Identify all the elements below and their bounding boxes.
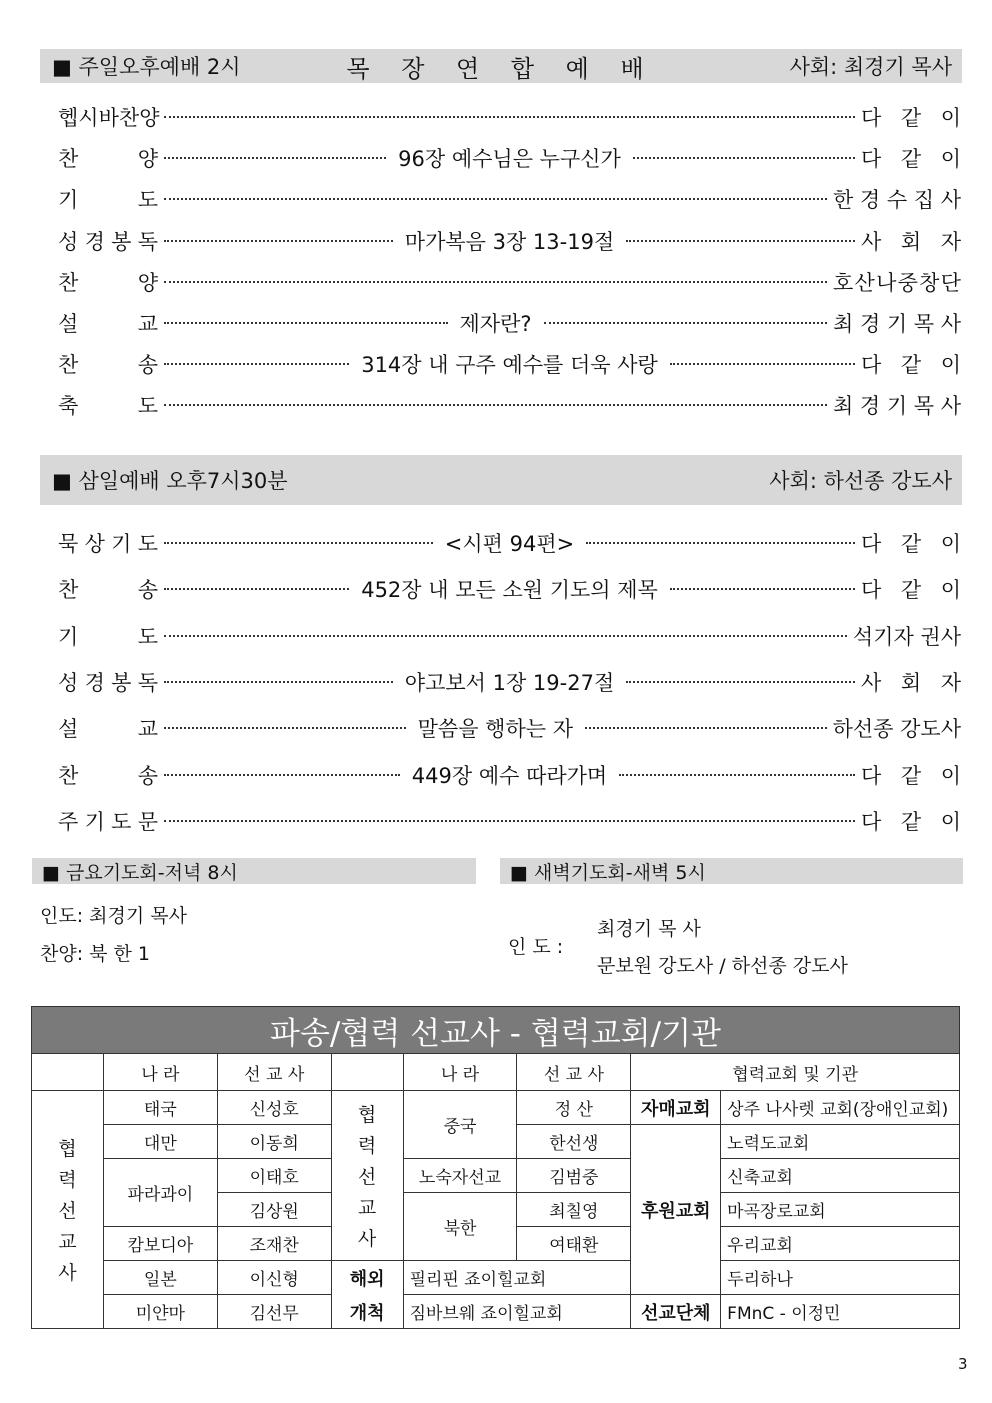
order-leader-char: 중 bbox=[897, 270, 918, 295]
order-leader-char: 다 bbox=[861, 809, 882, 834]
order-leader bbox=[833, 390, 961, 420]
sister-church: 상주 나사렛 교회(장애인교회) bbox=[721, 1091, 960, 1125]
order-leader-char: 기 bbox=[886, 312, 908, 336]
order-leader-char: 같 bbox=[900, 106, 922, 130]
wednesday-service-host: 사회: 하선종 강도사 bbox=[769, 469, 952, 493]
order-label-char: 성 bbox=[58, 229, 79, 254]
overseas-church-1: 필리핀 죠이힐교회 bbox=[403, 1261, 631, 1295]
order-leader bbox=[861, 574, 961, 604]
order-leader-char: 호 bbox=[833, 270, 854, 295]
order-row bbox=[58, 143, 961, 173]
order-label-char: 상 bbox=[84, 532, 105, 556]
order-leader bbox=[861, 349, 961, 379]
cell-china: 중국 bbox=[403, 1091, 517, 1159]
cell-country: 미얀마 bbox=[103, 1295, 217, 1329]
order-leader-char: 다 bbox=[861, 532, 882, 556]
order-leader-char: 기 bbox=[886, 394, 908, 419]
order-label-char: 주 bbox=[58, 809, 79, 834]
order-leader-char: 목 bbox=[913, 312, 935, 336]
leader-dots bbox=[626, 240, 855, 242]
group-label-char: 교 bbox=[357, 1197, 377, 1219]
sunday-service-title: 목 장 연 합 예 배 bbox=[346, 54, 656, 83]
order-label-char: 찬 bbox=[58, 763, 79, 788]
order-label-char: 독 bbox=[137, 229, 158, 254]
order-label bbox=[58, 102, 158, 132]
order-leader-char: 회 bbox=[900, 229, 922, 254]
order-leader-char: 최 bbox=[833, 312, 854, 336]
order-content: 말씀을 행하는 자 bbox=[417, 717, 573, 742]
group-label-char: 협 bbox=[58, 1138, 77, 1160]
leader-dots bbox=[633, 157, 855, 159]
order-label-char: 찬 bbox=[58, 578, 79, 603]
order-row bbox=[58, 102, 961, 132]
header-church: 협력교회 및 기관 bbox=[631, 1054, 960, 1091]
order-leader-char: 나 bbox=[876, 270, 897, 295]
order-leader: 석기자 권사 bbox=[852, 624, 961, 649]
order-leader-char: 집 bbox=[913, 188, 935, 213]
order-leader bbox=[861, 528, 961, 558]
order-label-char: 설 bbox=[58, 717, 79, 742]
wednesday-service-header bbox=[40, 455, 962, 505]
order-leader-char: 다 bbox=[861, 106, 882, 130]
order-label-char: 도 bbox=[137, 188, 158, 213]
cell-china-m2: 한선생 bbox=[517, 1125, 631, 1159]
order-label-char: 기 bbox=[58, 188, 79, 213]
order-label bbox=[58, 143, 158, 173]
group1-label bbox=[32, 1134, 103, 1285]
order-label-char: 찬 bbox=[58, 147, 79, 172]
order-content: 449장 예수 따라가며 bbox=[411, 763, 608, 788]
group-label-char: 력 bbox=[58, 1169, 77, 1191]
order-leader-char: 단 bbox=[940, 270, 961, 295]
order-label-char: 양 bbox=[139, 106, 160, 130]
friday-leader: 인도: 최경기 목사 bbox=[40, 905, 187, 927]
order-leader-char: 수 bbox=[886, 188, 908, 213]
order-label-char: 기 bbox=[111, 532, 132, 556]
order-label-char: 독 bbox=[137, 670, 158, 695]
order-label-char: 경 bbox=[84, 670, 105, 695]
order-row bbox=[58, 667, 961, 697]
order-leader-char: 이 bbox=[940, 106, 961, 130]
order-content: 제자란? bbox=[459, 312, 532, 336]
order-row bbox=[58, 713, 961, 743]
order-row bbox=[58, 308, 961, 338]
order-label-char: 축 bbox=[58, 394, 79, 419]
order-leader-char: 다 bbox=[861, 353, 882, 378]
org-value: FMnC - 이정민 bbox=[721, 1295, 960, 1329]
page-number: 3 bbox=[958, 1355, 968, 1373]
order-label-char: 도 bbox=[137, 394, 158, 419]
order-leader-char: 사 bbox=[940, 312, 961, 336]
order-leader-char: 사 bbox=[940, 394, 961, 419]
cell-missionary: 이태호 bbox=[217, 1159, 331, 1193]
order-label-char: 찬 bbox=[58, 270, 79, 295]
order-content: 314장 내 구주 예수를 더욱 사랑 bbox=[361, 353, 658, 378]
leader-dots bbox=[164, 820, 855, 822]
order-leader bbox=[833, 308, 961, 338]
order-content: 야고보서 1장 19-27절 bbox=[404, 670, 615, 695]
header-empty-1 bbox=[32, 1054, 104, 1091]
support-church: 우리교회 bbox=[721, 1227, 960, 1261]
leader-dots bbox=[670, 363, 855, 365]
leader-dots bbox=[619, 774, 855, 776]
cell-nk-m2: 여태환 bbox=[517, 1227, 631, 1261]
leader-dots bbox=[626, 681, 855, 683]
order-row bbox=[58, 390, 961, 420]
leader-dots bbox=[164, 281, 827, 283]
cell-missionary: 김상원 bbox=[217, 1193, 331, 1227]
order-label-char: 송 bbox=[137, 353, 158, 378]
dawn-leader-1: 최경기 목 사 bbox=[597, 918, 701, 940]
order-label bbox=[58, 713, 158, 743]
order-leader-char: 같 bbox=[900, 809, 922, 834]
order-leader-char: 이 bbox=[940, 532, 961, 556]
leader-dots bbox=[544, 322, 828, 324]
leader-dots bbox=[164, 404, 827, 406]
order-label-char: 교 bbox=[137, 717, 158, 742]
order-leader bbox=[861, 102, 961, 132]
support-church: 노력도교회 bbox=[721, 1125, 960, 1159]
order-content: 96장 예수님은 누구신가 bbox=[398, 147, 621, 172]
order-leader bbox=[861, 806, 961, 836]
leader-dots bbox=[164, 157, 386, 159]
order-leader-char: 이 bbox=[940, 353, 961, 378]
cell-nk-m1: 최칠영 bbox=[517, 1193, 631, 1227]
cell-missionary: 조재찬 bbox=[217, 1227, 331, 1261]
leader-dots bbox=[164, 240, 393, 242]
order-label bbox=[58, 621, 158, 651]
cell-missionary: 이신형 bbox=[217, 1261, 331, 1295]
order-label-char: 양 bbox=[137, 270, 158, 295]
order-row bbox=[58, 349, 961, 379]
sunday-service-host: 사회: 최경기 목사 bbox=[789, 55, 952, 79]
order-leader-char: 사 bbox=[861, 670, 882, 695]
overseas-church-2: 짐바브웨 죠이힐교회 bbox=[403, 1295, 631, 1329]
cell-country: 파라과이 bbox=[103, 1159, 217, 1227]
order-label-char: 성 bbox=[58, 670, 79, 695]
support-church: 두리하나 bbox=[721, 1261, 960, 1295]
order-leader-char: 같 bbox=[900, 147, 922, 172]
order-content: 마가복음 3장 13-19절 bbox=[404, 229, 615, 254]
group-label-char: 협 bbox=[357, 1104, 377, 1126]
leader-dots bbox=[586, 542, 855, 544]
order-leader-char: 이 bbox=[940, 147, 961, 172]
order-leader-char: 목 bbox=[913, 394, 935, 419]
leader-dots bbox=[164, 198, 827, 200]
order-row bbox=[58, 806, 961, 836]
order-leader-char: 경 bbox=[859, 394, 881, 419]
overseas-label: 해외 bbox=[349, 1268, 385, 1290]
order-leader-char: 다 bbox=[861, 578, 882, 603]
order-label bbox=[58, 349, 158, 379]
cell-country: 캄보디아 bbox=[103, 1227, 217, 1261]
cell-nk: 북한 bbox=[403, 1193, 517, 1261]
cell-china-m1: 정 산 bbox=[517, 1091, 631, 1125]
order-row bbox=[58, 267, 961, 297]
order-row bbox=[58, 574, 961, 604]
dawn-leader-label: 인 도 : bbox=[508, 936, 564, 958]
org-label: 선교단체 bbox=[631, 1295, 721, 1329]
leader-dots bbox=[164, 635, 847, 637]
leader-dots bbox=[164, 322, 448, 324]
order-label bbox=[58, 226, 158, 256]
order-label bbox=[58, 308, 158, 338]
group-label-char: 사 bbox=[58, 1262, 77, 1284]
order-label-char: 설 bbox=[58, 312, 79, 336]
header-country-2: 나 라 bbox=[403, 1054, 517, 1091]
sister-label: 자매교회 bbox=[631, 1091, 721, 1125]
order-row bbox=[58, 760, 961, 790]
order-leader-char: 다 bbox=[861, 147, 882, 172]
cell-missionary: 신성호 bbox=[217, 1091, 331, 1125]
group1-label-cell bbox=[32, 1091, 104, 1329]
leader-dots bbox=[164, 588, 349, 590]
order-leader-char: 이 bbox=[940, 763, 961, 788]
group-label-char: 선 bbox=[357, 1166, 377, 1188]
order-leader-char: 이 bbox=[940, 809, 961, 834]
order-label-char: 봉 bbox=[111, 229, 132, 254]
order-label-char: 송 bbox=[137, 763, 158, 788]
order-label-char: 기 bbox=[58, 624, 79, 649]
missions-title: 파송/협력 선교사 - 협력교회/기관 bbox=[31, 1006, 960, 1053]
order-label-char: 송 bbox=[137, 578, 158, 603]
order-label-char: 헵 bbox=[58, 106, 79, 130]
leader-dots bbox=[164, 116, 855, 118]
header-country: 나 라 bbox=[103, 1054, 217, 1091]
header-missionary-2: 선 교 사 bbox=[517, 1054, 631, 1091]
order-leader-char: 자 bbox=[940, 229, 961, 254]
wednesday-service-time: ■ 삼일예배 오후7시30분 bbox=[52, 469, 288, 493]
order-leader-char: 같 bbox=[900, 578, 922, 603]
order-label-char: 봉 bbox=[111, 670, 132, 695]
leader-dots bbox=[164, 363, 349, 365]
order-label-char: 도 bbox=[137, 532, 158, 556]
group-label-char: 선 bbox=[58, 1200, 77, 1222]
order-label bbox=[58, 667, 158, 697]
order-leader-char: 최 bbox=[833, 394, 854, 419]
group-label-char: 교 bbox=[58, 1231, 77, 1253]
order-leader-char: 같 bbox=[900, 353, 922, 378]
cell-homeless-m: 김범중 bbox=[517, 1159, 631, 1193]
order-label bbox=[58, 574, 158, 604]
order-label-char: 교 bbox=[137, 312, 158, 336]
order-row bbox=[58, 528, 961, 558]
dawn-prayer-header: ■ 새벽기도회-새벽 5시 bbox=[500, 858, 963, 884]
order-leader bbox=[833, 267, 961, 297]
order-row bbox=[58, 226, 961, 256]
order-leader-char: 창 bbox=[919, 270, 940, 295]
order-label bbox=[58, 760, 158, 790]
header-missionary: 선 교 사 bbox=[217, 1054, 331, 1091]
order-leader bbox=[861, 143, 961, 173]
header-empty-2 bbox=[331, 1054, 403, 1091]
leader-dots bbox=[585, 727, 827, 729]
order-leader-char: 자 bbox=[940, 670, 961, 695]
sunday-service-time: ■ 주일오후예배 2시 bbox=[52, 55, 241, 79]
sunday-service-header bbox=[40, 49, 962, 83]
order-row bbox=[58, 621, 961, 651]
order-leader bbox=[861, 226, 961, 256]
order-label-char: 경 bbox=[84, 229, 105, 254]
order-content: 452장 내 모든 소원 기도의 제목 bbox=[361, 578, 658, 603]
order-label bbox=[58, 390, 158, 420]
order-label-char: 찬 bbox=[118, 106, 140, 130]
overseas-label-2: 개척 bbox=[349, 1302, 385, 1324]
cell-missionary: 김선무 bbox=[217, 1295, 331, 1329]
order-label bbox=[58, 528, 158, 558]
overseas-label-cell bbox=[331, 1261, 403, 1329]
group2-label-cell bbox=[331, 1091, 403, 1261]
friday-praise: 찬양: 북 한 1 bbox=[40, 943, 151, 965]
support-label: 후원교회 bbox=[631, 1125, 721, 1295]
cell-homeless: 노숙자선교 bbox=[403, 1159, 517, 1193]
order-leader-char: 회 bbox=[900, 670, 922, 695]
order-content: <시편 94편> bbox=[444, 532, 575, 556]
missions-table bbox=[31, 1053, 960, 1329]
order-label-char: 찬 bbox=[58, 353, 79, 378]
cell-missionary: 이동희 bbox=[217, 1125, 331, 1159]
cell-country: 일본 bbox=[103, 1261, 217, 1295]
order-leader-char: 한 bbox=[833, 188, 854, 213]
leader-dots bbox=[164, 727, 406, 729]
order-label bbox=[58, 806, 158, 836]
order-leader-char: 경 bbox=[859, 312, 881, 336]
order-label-char: 시 bbox=[78, 106, 99, 130]
leader-dots bbox=[164, 542, 433, 544]
order-leader: 하선종 강도사 bbox=[832, 717, 962, 742]
order-label-char: 바 bbox=[98, 106, 119, 130]
leader-dots bbox=[670, 588, 855, 590]
order-label-char: 문 bbox=[137, 809, 158, 834]
group-label-char: 사 bbox=[357, 1228, 377, 1250]
friday-prayer-header: ■ 금요기도회-저녁 8시 bbox=[32, 858, 476, 884]
order-label bbox=[58, 184, 158, 214]
order-label-char: 기 bbox=[84, 809, 105, 834]
order-leader-char: 같 bbox=[900, 532, 922, 556]
cell-country: 대만 bbox=[103, 1125, 217, 1159]
dawn-leader-2: 문보원 강도사 / 하선종 강도사 bbox=[597, 955, 848, 977]
order-label-char: 묵 bbox=[58, 532, 79, 556]
order-leader bbox=[833, 184, 961, 214]
order-leader-char: 다 bbox=[861, 763, 882, 788]
order-label-char: 도 bbox=[137, 624, 158, 649]
group2-label bbox=[332, 1100, 403, 1251]
group-label-char: 력 bbox=[357, 1135, 377, 1157]
order-leader bbox=[861, 667, 961, 697]
leader-dots bbox=[164, 681, 393, 683]
order-leader-char: 사 bbox=[861, 229, 882, 254]
order-leader-char: 경 bbox=[859, 188, 881, 213]
order-label bbox=[58, 267, 158, 297]
support-church: 신축교회 bbox=[721, 1159, 960, 1193]
order-leader-char: 이 bbox=[940, 578, 961, 603]
order-leader-char: 같 bbox=[900, 763, 922, 788]
cell-country: 태국 bbox=[103, 1091, 217, 1125]
support-church: 마곡장로교회 bbox=[721, 1193, 960, 1227]
order-row bbox=[58, 184, 961, 214]
order-leader-char: 산 bbox=[854, 270, 875, 295]
leader-dots bbox=[164, 774, 400, 776]
order-label-char: 양 bbox=[137, 147, 158, 172]
order-leader bbox=[861, 760, 961, 790]
order-label-char: 도 bbox=[111, 809, 132, 834]
order-leader-char: 사 bbox=[940, 188, 961, 213]
